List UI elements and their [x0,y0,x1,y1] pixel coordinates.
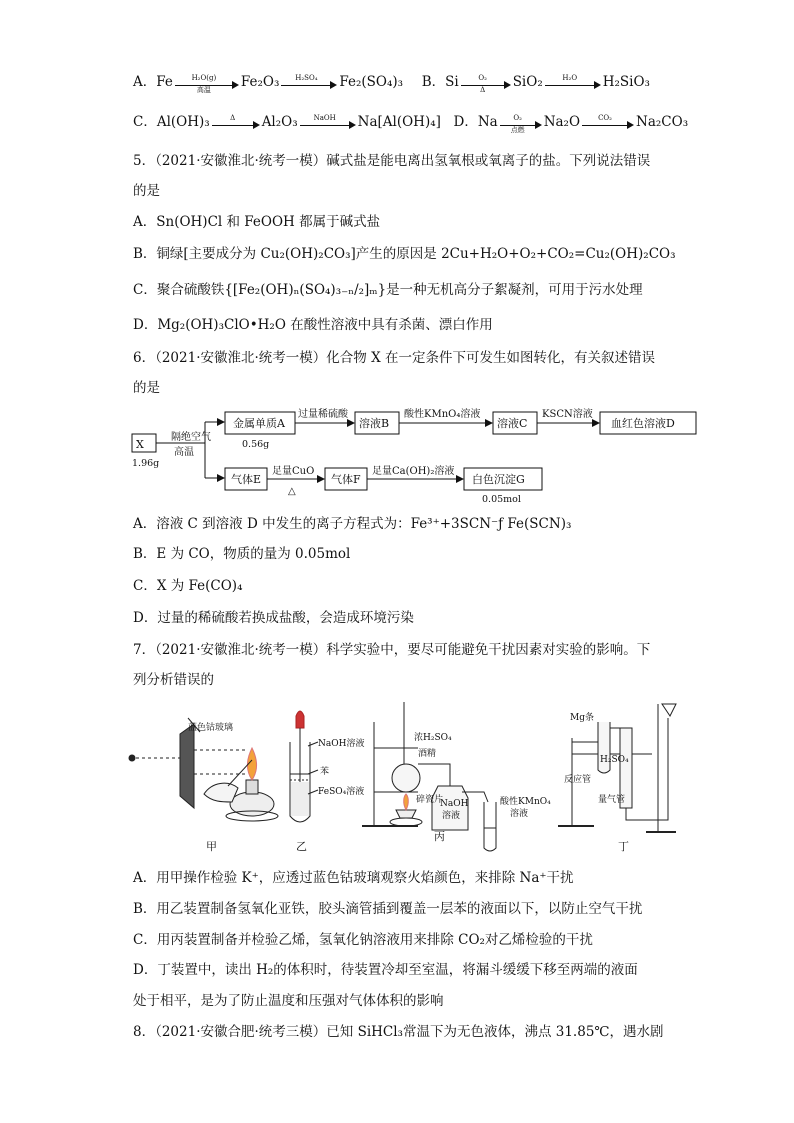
label-benzene: 苯 [320,767,330,777]
reaction-arrow: Δ [212,113,260,133]
apparatus-yi [290,711,318,822]
q4-option-d-label: D．Na [453,114,498,130]
flow-cond1-top: 隔绝空气 [171,432,211,443]
q4-option-c-label: C．Al(OH)₃ [133,114,210,130]
flow-x-label: X [136,438,144,451]
q7-option-d-line2: 处于相平，是为了防止温度和压强对气体体积的影响 [133,993,444,1009]
label-naoh2b: 溶液 [442,811,461,821]
q6-flow-diagram [130,402,700,506]
label-yi: 乙 [296,840,307,853]
q6-stem-line1: 6．（2021·安徽淮北·统考一模）化合物 X 在一定条件下可发生如图转化，有关叙述错误 [133,350,655,366]
label-blue-glass: 蓝色钴玻璃 [188,723,234,733]
label-ding: 丁 [618,840,629,853]
flow-sol-b: 溶液B [359,417,390,430]
flow-gas-f: 气体F [331,473,361,486]
flow-x-mass: 1.96g [132,458,160,469]
flow-sol-c: 溶液C [497,417,528,430]
label-feso4: FeSO₄溶液 [318,787,365,797]
cobalt-glass [180,724,194,808]
q5-stem-line1: 5．（2021·安徽淮北·统考一模）碱式盐是能电离出氢氧根或氧离子的盐。下列说法错误 [133,153,651,169]
label-kmno4: 酸性KMnO₄ [500,797,551,807]
label-naoh-sol: NaOH溶液 [318,739,365,749]
reaction-arrow: NaOH [300,113,356,133]
label-naoh2: NaOH [440,799,469,809]
label-bing: 丙 [434,830,445,843]
q7-option-a: A．用甲操作检验 K⁺，应透过蓝色钴玻璃观察火焰颜色，来排除 Na⁺干扰 [133,870,574,886]
q7-apparatus-figure [128,698,698,856]
flow-metal-a-mass: 0.56g [242,439,270,450]
reaction-arrow: $\frac{\text{O₂}}{\Delta}$ [461,73,511,93]
flow-kscn: KSCN溶液 [542,409,593,420]
q5-option-d: D．Mg₂(OH)₃ClO•H₂O 在酸性溶液中具有杀菌、漂白作用 [133,317,493,333]
hand [204,783,238,802]
q5-stem-line2: 的是 [133,183,160,199]
label-jia: 甲 [206,840,217,853]
q4-option-b-label: B．Si [421,74,459,90]
label-ethanol: 酒精 [418,749,437,759]
reaction-arrow: O₂ 点燃 [500,113,542,133]
q4-option-row-ab: A．Fe H₂O(g) 高温 Fe₂O₃ H₂SO₄ Fe₂(SO₄)₃ B．Si $\frac{\text{O₂}}{\Delta}$ SiO₂ H₂O H₂SiO₃ [133,73,650,94]
q6-stem-line2: 的是 [133,380,160,396]
q7-option-c: C．用丙装置制备并检验乙烯，氢氧化钠溶液用来排除 CO₂对乙烯检验的干扰 [133,932,593,948]
reaction-arrow: CO₂ [582,113,634,133]
q6-option-b: B．E 为 CO，物质的量为 0.05mol [133,546,351,562]
flow-caoh-top: 足量Ca(OH)₂溶液 [372,466,455,477]
test-tube-kmno4 [484,802,496,851]
reaction-arrow: H₂SO₄ [281,73,337,93]
funnel [662,704,676,716]
flow-cuo-top: 足量CuO [272,466,315,477]
label-conc-acid: 浓H₂SO₄ [414,733,452,743]
flow-cuo-bottom: △ [288,486,296,497]
label-gas-tube: 量气管 [598,795,626,805]
flow-white-g: 白色沉淀G [472,473,525,486]
flow-g-amount: 0.05mol [482,494,521,505]
q6-option-c: C．X 为 Fe(CO)₄ [133,578,243,594]
q4-option-row-cd: C．Al(OH)₃ Δ Al₂O₃ NaOH Na[Al(OH)₄] D．Na O₂ 点燃 Na₂O CO₂ Na₂CO₃ [133,113,689,134]
q7-option-d-line1: D．丁装置中，读出 H₂的体积时，待装置冷却至室温，将漏斗缓缓下移至两端的液面 [133,962,638,978]
reaction-arrow: H₂O(g) 高温 [175,73,239,93]
q5-option-c: C．聚合硫酸铁{[Fe₂(OH)ₙ(SO₄)₃₋ₙ/₂]ₘ}是一种无机高分子絮凝剂，可用于污水处理 [133,282,643,298]
q8-stem-line1: 8．（2021·安徽合肥·统考三模）已知 SiHCl₃常温下为无色液体，沸点 31.85℃，遇水剧 [133,1024,664,1040]
apparatus-jia [129,718,278,821]
q4-option-a-label: A．Fe [133,74,173,90]
reaction-tube [598,722,610,773]
q7-stem-line2: 列分析错误的 [133,672,214,688]
burner [396,810,416,818]
label-mg: Mg条 [570,713,594,723]
eye-icon [129,755,135,761]
label-h2so4: H₂SO₄ [600,755,629,765]
label-porcelain: 碎瓷片 [416,795,444,805]
round-bottom-flask [392,764,420,792]
q6-option-a: A．溶液 C 到溶液 D 中发生的离子方程式为：Fe³⁺+3SCN⁻ƒ Fe(SCN)₃ [133,516,572,532]
apparatus-bing [362,702,496,851]
q5-option-a: A．Sn(OH)Cl 和 FeOOH 都属于碱式盐 [133,214,381,230]
q7-option-b: B．用乙装置制备氢氧化亚铁，胶头滴管插到覆盖一层苯的液面以下，以防止空气干扰 [133,901,643,917]
reaction-arrow: H₂O [545,73,601,93]
flow-acid: 过量稀硫酸 [298,409,348,420]
flow-oxidant: 酸性KMnO₄溶液 [404,409,481,420]
flow-gas-e: 气体E [231,473,262,486]
flow-cond1-bottom: 高温 [174,447,194,458]
q6-option-d: D．过量的稀硫酸若换成盐酸，会造成环境污染 [133,610,414,626]
q5-option-b: B．铜绿[主要成分为 Cu₂(OH)₂CO₃]产生的原因是 2Cu+H₂O+O₂+CO₂=Cu₂(OH)₂CO₃ [133,246,676,262]
q7-stem-line1: 7．（2021·安徽淮北·统考一模）科学实验中，要尽可能避免干扰因素对实验的影响。下 [133,642,651,658]
flow-sol-d: 血红色溶液D [611,417,675,430]
apparatus-ding [558,704,676,832]
label-kmno4b: 溶液 [510,809,529,819]
label-reactor: 反应管 [564,775,592,785]
flow-metal-a: 金属单质A [233,417,285,430]
